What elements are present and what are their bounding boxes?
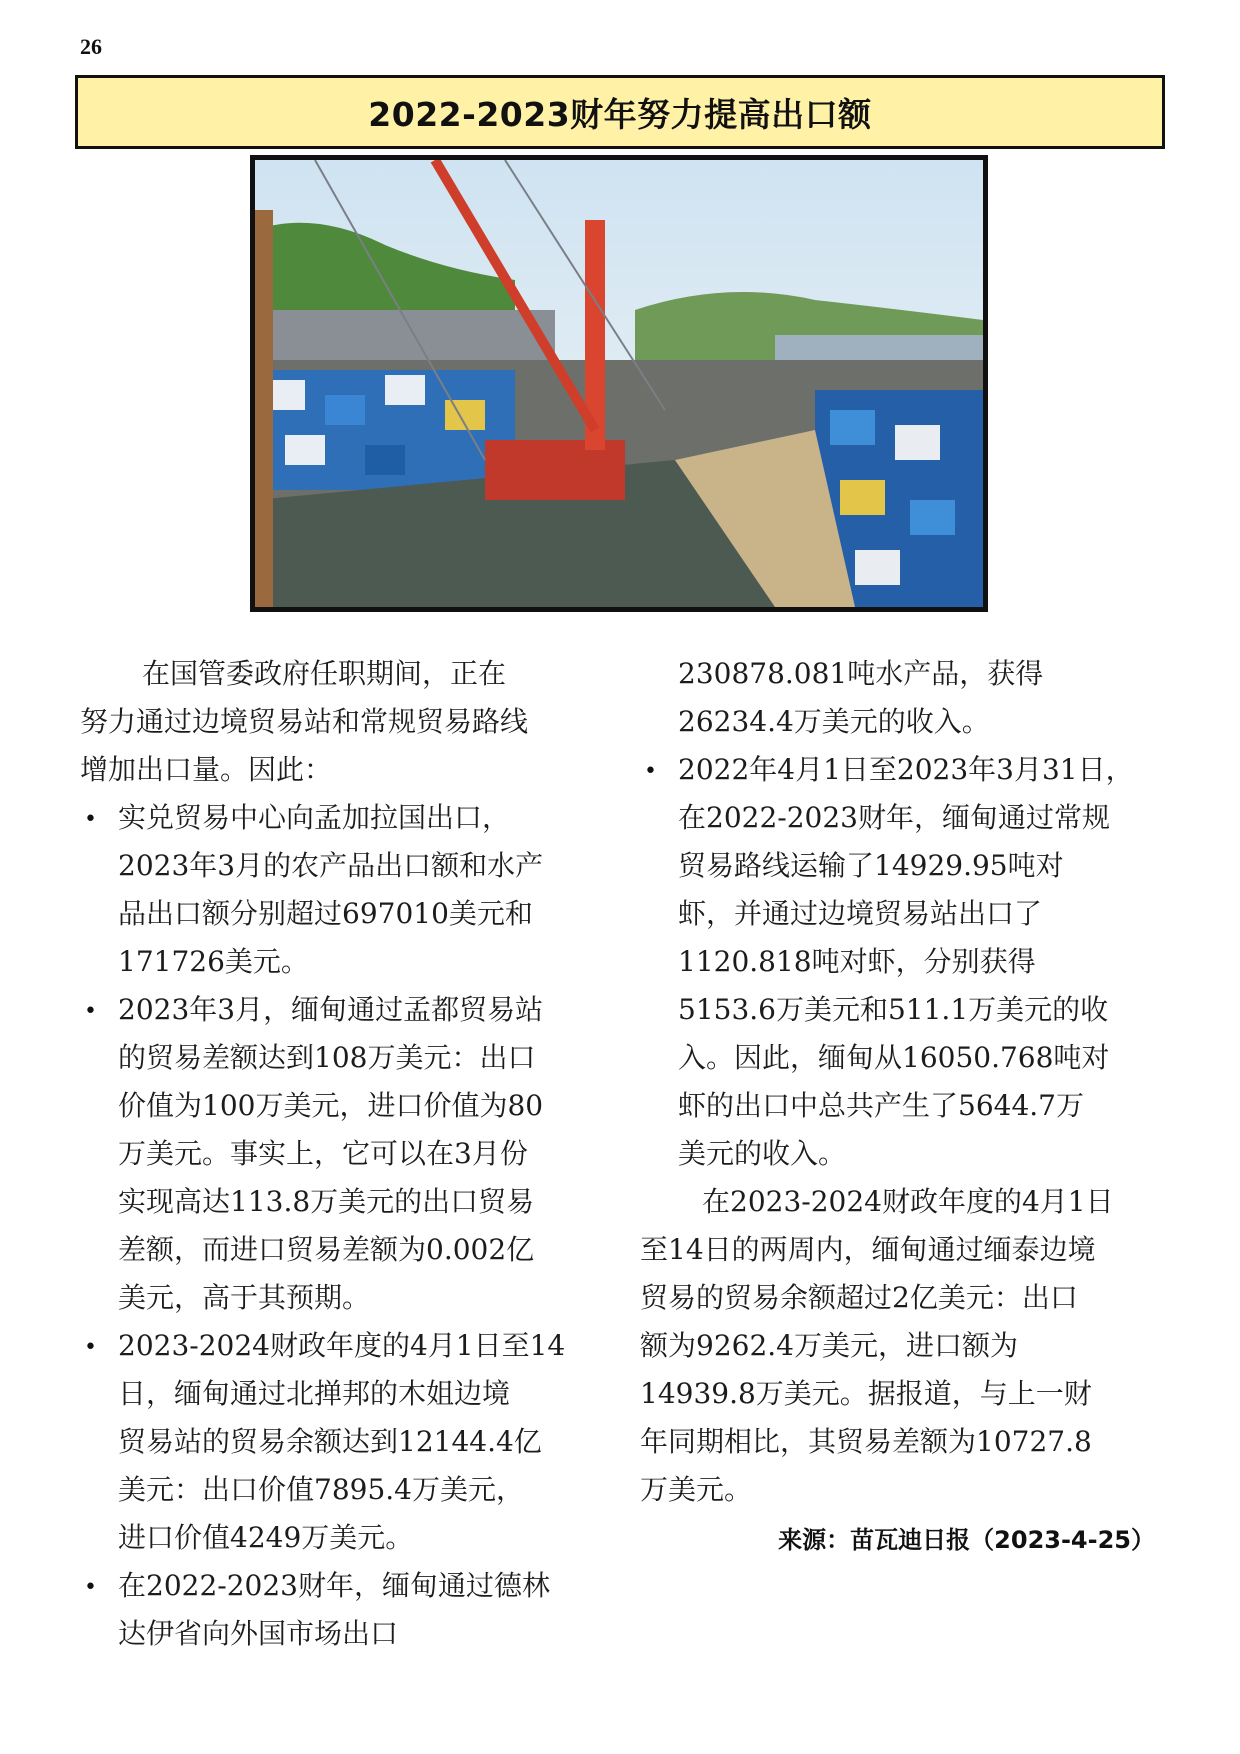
text-line-content: 在2022-2023财年，缅甸通过常规 [678, 801, 1110, 834]
text-line [80, 1610, 600, 1658]
text-line-content: 美元：出口价值7895.4万美元， [118, 1473, 524, 1506]
text-line [640, 794, 1165, 842]
text-line [640, 650, 1165, 698]
text-line-content: 实兑贸易中心向孟加拉国出口， [118, 801, 511, 834]
text-line-content: 美元的收入。 [678, 1137, 847, 1170]
text-line-content: 额为9262.4万美元，进口额为 [640, 1329, 1018, 1362]
bullet-item [80, 1562, 600, 1658]
text-line-content: 进口价值4249万美元。 [118, 1521, 414, 1554]
text-line-content: 2023-2024财政年度的4月1日至14 [118, 1329, 566, 1362]
text-line [640, 1274, 1165, 1322]
paragraph [640, 1178, 1165, 1514]
title-banner [75, 75, 1165, 149]
text-line-content: 的贸易差额达到108万美元：出口 [118, 1041, 536, 1074]
bullet-dot-icon: • [84, 1575, 97, 1600]
text-line-content: 虾的出口中总共产生了5644.7万 [678, 1089, 1084, 1122]
article-title: 2022-2023财年努力提高出口额 [368, 94, 872, 134]
text-line-content: 价值为100万美元，进口价值为80 [118, 1089, 544, 1122]
text-line [640, 842, 1165, 890]
text-line-content: 2023年3月的农产品出口额和水产 [118, 849, 544, 882]
text-line [80, 1370, 600, 1418]
text-line [80, 1178, 600, 1226]
bullet-item [80, 986, 600, 1322]
text-line-content: 在国管委政府任职期间，正在 [142, 657, 507, 690]
text-line-content: 虾，并通过边境贸易站出口了 [678, 897, 1043, 930]
bullet-dot-icon: • [644, 759, 657, 784]
text-line-content: 增加出口量。因此： [80, 753, 333, 786]
text-line-content: 230878.081吨水产品，获得 [678, 657, 1044, 690]
harbor-photo-illustration [255, 160, 983, 607]
left-column [80, 650, 600, 1658]
paragraph [80, 650, 600, 794]
text-line [640, 1034, 1165, 1082]
text-line-content: 年同期相比，其贸易差额为10727.8 [640, 1425, 1092, 1458]
page-number: 26 [80, 34, 102, 59]
text-line [80, 986, 600, 1034]
text-line [80, 1082, 600, 1130]
paragraph-continuation [640, 650, 1165, 746]
text-line [640, 1082, 1165, 1130]
text-line [640, 938, 1165, 986]
text-line [80, 1466, 600, 1514]
text-line-content: 达伊省向外国市场出口 [118, 1617, 399, 1650]
text-line [80, 746, 600, 794]
bullet-item [80, 794, 600, 986]
text-line-content: 万美元。 [640, 1473, 753, 1506]
text-line-content: 日，缅甸通过北掸邦的木姐边境 [118, 1377, 511, 1410]
text-line [80, 1130, 600, 1178]
harbor-photo [250, 155, 988, 612]
text-line [640, 1322, 1165, 1370]
wooden-pole [255, 210, 273, 607]
text-line [640, 1466, 1165, 1514]
text-line [80, 1418, 600, 1466]
text-line-content: 14939.8万美元。据报道，与上一财 [640, 1377, 1092, 1410]
text-line-content: 在2023-2024财政年度的4月1日 [702, 1185, 1114, 1218]
text-line [80, 698, 600, 746]
text-line-content: 贸易的贸易余额超过2亿美元：出口 [640, 1281, 1078, 1314]
text-line-content: 2022年4月1日至2023年3月31日， [678, 753, 1134, 786]
text-line-content: 美元，高于其预期。 [118, 1281, 371, 1314]
source-credit: 来源：苗瓦迪日报（2023-4-25） [778, 1526, 1155, 1554]
text-line [640, 1226, 1165, 1274]
text-line-content: 5153.6万美元和511.1万美元的收 [678, 993, 1109, 1026]
text-line-content: 差额，而进口贸易差额为0.002亿 [118, 1233, 535, 1266]
text-line [80, 1274, 600, 1322]
bullet-dot-icon: • [84, 999, 97, 1024]
text-line [80, 650, 600, 698]
text-line-content: 2023年3月，缅甸通过孟都贸易站 [118, 993, 544, 1026]
text-line-content: 1120.818吨对虾，分别获得 [678, 945, 1036, 978]
text-line [640, 890, 1165, 938]
bullet-dot-icon: • [84, 1335, 97, 1360]
text-line [80, 842, 600, 890]
text-line [640, 746, 1165, 794]
text-line [80, 1034, 600, 1082]
text-line-content: 入。因此，缅甸从16050.768吨对 [678, 1041, 1110, 1074]
bullet-item [640, 746, 1165, 1178]
text-line [640, 1418, 1165, 1466]
text-line [640, 1370, 1165, 1418]
text-line [80, 890, 600, 938]
text-line [80, 1514, 600, 1562]
text-line [640, 1130, 1165, 1178]
right-column [640, 650, 1165, 1566]
text-line [80, 938, 600, 986]
text-line [640, 698, 1165, 746]
text-line-content: 贸易站的贸易余额达到12144.4亿 [118, 1425, 542, 1458]
text-line-content: 26234.4万美元的收入。 [678, 705, 990, 738]
text-line [640, 1178, 1165, 1226]
text-line-content: 实现高达113.8万美元的出口贸易 [118, 1185, 535, 1218]
text-line [80, 1226, 600, 1274]
text-line [640, 986, 1165, 1034]
text-line [80, 1322, 600, 1370]
text-line-content: 171726美元。 [118, 945, 309, 978]
text-line [80, 794, 600, 842]
bullet-dot-icon: • [84, 807, 97, 832]
text-line-content: 在2022-2023财年，缅甸通过德林 [118, 1569, 550, 1602]
bullet-item [80, 1322, 600, 1562]
barrels-left [255, 370, 515, 490]
text-line-content: 贸易路线运输了14929.95吨对 [678, 849, 1064, 882]
text-line-content: 至14日的两周内，缅甸通过缅泰边境 [640, 1233, 1096, 1266]
text-line-content: 努力通过边境贸易站和常规贸易路线 [80, 705, 529, 738]
text-line [80, 1562, 600, 1610]
text-line-content: 品出口额分别超过697010美元和 [118, 897, 533, 930]
text-line-content: 万美元。事实上，它可以在3月份 [118, 1137, 528, 1170]
